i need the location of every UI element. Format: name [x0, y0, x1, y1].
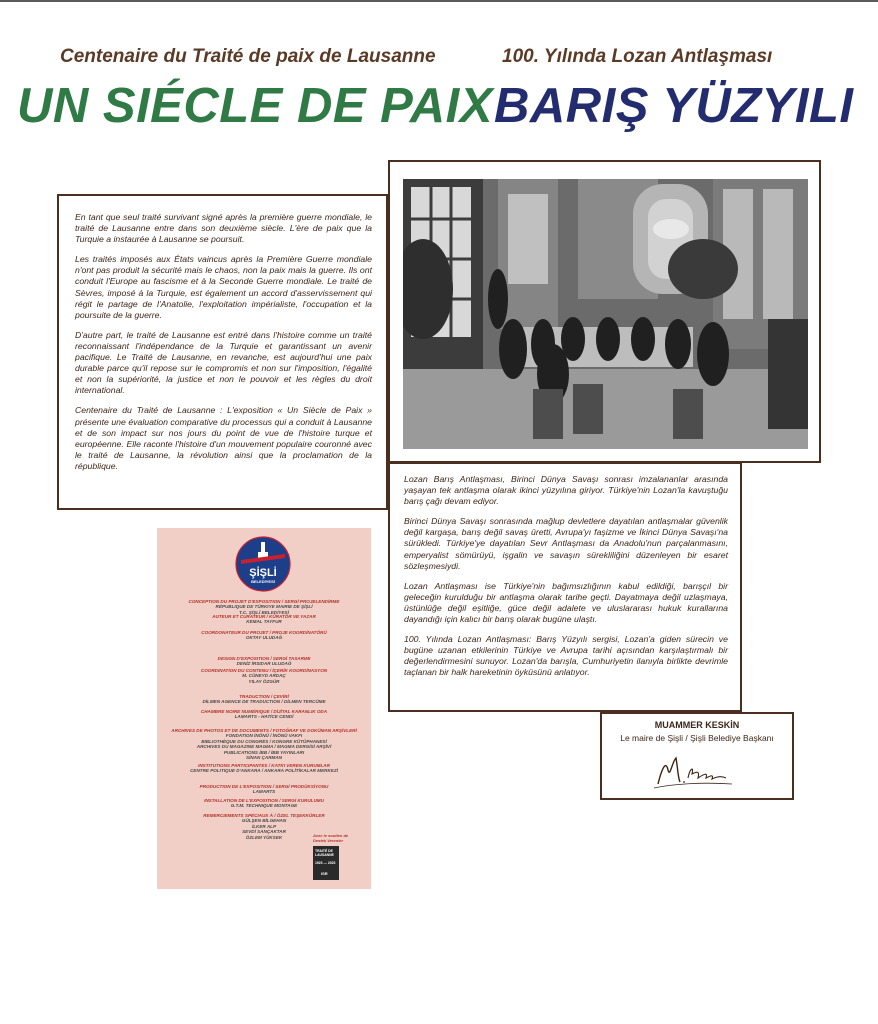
poster-credit	[167, 668, 361, 684]
turkish-paragraph: Lozan Antlaşması ise Türkiye'nin bağımsızlığının kabul edildiği, barışçıl bir geleceğin kurulduğu bir antlaşma olarak tarihe geçti. Dayatmaya değil uzlaşmaya, üstünlüğe değil eşitliğe, güce değil adalete ve uluslararası hukuk kurallarına dayandığı için kalıcı bir barış olarak bugüne ulaştı.	[404, 580, 728, 625]
french-paragraph: D'autre part, le traité de Lausanne est entré dans l'histoire comme un traité reconnaissant l'indépendance de la Turquie et garantissant un avenir pacifique. Le Traité de Lausanne, en revanche, est aujourd'hui une paix durable parce qu'il repose sur le compromis et non sur l'imposition, l'égalité et non la supériorité, la justice et non le pouvoir et les règles du droit international.	[75, 329, 372, 396]
signature-panel	[600, 712, 794, 800]
poster-credit	[167, 763, 361, 774]
poster-credit	[167, 709, 361, 720]
credit-heading: DESIGN D'EXPOSITION / SERGİ TASARIMI	[217, 656, 311, 661]
credit-name: CENTRE POLITIQUE D'ANKARA / ANKARA POLİTİKALAR MERKEZİ	[190, 768, 338, 774]
poster-credit	[167, 784, 361, 795]
credit-heading: CHAMBRE NOIRE NUMÉRIQUE / DİJİTAL KARANLIK ODA	[200, 709, 328, 714]
credit-name: GÜLŞEN BİLGEHAN	[241, 818, 287, 824]
sisli-logo	[235, 536, 291, 592]
subtitle-turkish: 100. Yılında Lozan Antlaşması	[502, 46, 773, 67]
credits-poster	[157, 528, 371, 889]
credit-heading: CONCEPTION DU PROJET D'EXPOSITION / SERGİ PROJELENDİRME	[188, 599, 340, 604]
credit-heading: ARCHIVES DE PHOTOS ET DE DOCUMENTS / FOTOĞRAF VE DOKÜMAN ARŞİVLERİ	[171, 728, 357, 733]
credit-name: SİNAN ÇARMAN	[246, 755, 282, 761]
poster-credit	[167, 694, 361, 705]
credit-name: PUBLICATIONS İBB / İBB YAYINLARI	[223, 749, 305, 755]
credit-name: LAMARTS	[252, 789, 276, 795]
book-mark: ISR	[321, 871, 328, 876]
french-paragraph: Les traités imposés aux États vaincus après la Première Guerre mondiale n'ont pas produit la sécurité mais le chaos, non la paix mais la guerre. Ils ont conduit l'Europe au fascisme et à la Seconde Guerre mondiale. Le traité de Sèvres, imposé à la Turquie, est également un accord d'asservissement qui régit le partage de l'Anatolie, l'exploitation impérialiste, l'occupation et la poursuite de la guerre.	[75, 254, 372, 320]
top-rule	[0, 0, 878, 2]
photo-frame	[388, 160, 821, 463]
turkish-paragraph: Lozan Barış Antlaşması, Birinci Dünya Savaşı sonrası imzalananlar arasında yaşayan tek antlaşma olarak ikinci yüzyılına giriyor. Türkiye'nin Lozan'la kavuştuğu barış çağı devam ediyor.	[404, 474, 728, 507]
credit-heading: TRADUCTION / ÇEVİRİ	[239, 694, 289, 699]
logo-subtext: BELEDİYESİ	[251, 579, 275, 584]
credit-heading: AUTEUR ET CURATEUR / KÜRATÖR VE YAZAR	[212, 614, 316, 619]
poster-book-cover	[313, 846, 339, 880]
credit-name: YILAY ÖZGÜR	[248, 678, 280, 684]
credit-name: OKTAY ULUDAĞ	[245, 635, 283, 641]
poster-credit	[167, 614, 361, 625]
turkish-text-panel	[388, 462, 742, 712]
poster-credit	[167, 798, 361, 809]
credit-heading: PRODUCTION DE L'EXPOSITION / SERGİ PRODÜKSİYONU	[199, 784, 329, 789]
french-text-panel	[57, 194, 388, 510]
credit-heading: INSTITUTIONS PARTICIPANTES / KATKI VEREN KURUMLAR	[198, 763, 330, 768]
historical-photo	[403, 179, 808, 449]
logo-text: ŞİŞLİ	[249, 567, 277, 579]
credit-heading: INSTALLATION DE L'EXPOSITION / SERGİ KURULUMU	[204, 798, 324, 803]
poster-credit	[167, 728, 361, 760]
subtitle-french: Centenaire du Traité de paix de Lausanne	[60, 46, 436, 67]
french-paragraph: Centenaire du Traité de Lausanne : L'exposition « Un Siècle de Paix » présente une évaluation comparative du processus qui a conduit à Lausanne et de son impact sur nos jours du point de vue de l'histoire turque et européenne. Elle raconte l'histoire d'un mouvement populaire couronné avec le traité de Lausanne, la révolution ainsi que la proclamation de la république.	[75, 405, 372, 471]
credit-heading: COORDINATION DU CONTENU / İÇERİK KOORDİNASYON	[200, 668, 328, 673]
credit-name: LAMARTS - HATİCE CENDİ	[234, 714, 294, 720]
credit-name: RÉPUBLIQUE DE TÜRKIYE MAIRIE DE ŞİŞLİ	[215, 604, 313, 610]
title-turkish: BARIŞ YÜZYILI	[494, 79, 854, 133]
credit-name: SEVDİ SANÇAKTAR	[242, 829, 286, 835]
credit-name: T.C. ŞİŞLİ BELEDİYESİ	[239, 609, 289, 615]
credit-name: ARCHIVES DU MAGAZINE MAGMA / MAGMA DERGİSİ ARŞİVİ	[196, 744, 332, 750]
book-years: 1923 — 2023	[315, 861, 336, 865]
credit-name: ÖZLEM YÜKSEK	[245, 834, 283, 840]
turkish-paragraph: Birinci Dünya Savaşı sonrasında mağlup devletlere dayatılan antlaşmalar güvenlik değil kargaşa, barış değil savaş üretti, Avrupa'yı faşizme ve İkinci Dünya Savaşı'na sürükledi. Türkiye'ye dayatılan Sevr Antlaşması da Anadolu'nun parçalanmasını, emperyalist sömürüyü, işgalin ve savaşın sürekliliğini düzenleyen bir esaret sözleşmesiydi.	[404, 516, 728, 571]
poster-credit	[167, 630, 361, 641]
poster-credit	[167, 599, 361, 615]
credit-name: M. CÜNEYD ARDAÇ	[242, 673, 286, 679]
title-french: UN SIÉCLE DE PAIX	[17, 79, 493, 133]
mayor-name: MUAMMER KESKİN	[654, 720, 740, 730]
french-paragraph: En tant que seul traité survivant signé après la première guerre mondiale, le traité de Lausanne entre dans son deuxième siècle. L'ère de paix que la Turquie a instaurée à Lausanne se poursuit.	[75, 212, 372, 245]
credit-name: KEMAL TAYFUR	[246, 619, 282, 625]
book-title: TRAITÉ DE LAUSANNE	[315, 849, 334, 857]
credit-name: G.T.M. TECHNIQUE MONTAGE	[230, 803, 298, 809]
credit-name: İLKER ALP	[251, 823, 277, 829]
credit-name: DİLMEN AGENCE DE TRADUCTION / DİLMEN TERCÜME	[202, 699, 326, 705]
poster-credit	[167, 656, 361, 667]
credit-heading: COORDONATEUR DU PROJET / PROJE KOORDİNATÖRÜ	[201, 630, 327, 635]
credit-name: FONDATION İNÖNÜ / İNÖNÜ VAKFI	[225, 733, 303, 739]
credit-heading: REMERCIEMENTS SPÉCIAUX À / ÖZEL TEŞEKKÜRLER	[203, 813, 325, 818]
mayor-role: Le maire de Şişli / Şişli Belediye Başkanı	[620, 733, 774, 743]
poster-support-note: Avec le soutien de Destek Verenler	[313, 833, 349, 843]
credit-name: DENİZ İRSIDAR ULUDAĞ	[236, 661, 292, 667]
handwritten-signature	[652, 748, 742, 792]
turkish-paragraph: 100. Yılında Lozan Antlaşması: Barış Yüzyılı sergisi, Lozan'a giden sürecin ve bugüne uzanan etkilerinin Türkiye ve Avrupa tarihi açısından karşılaştırmalı bir değerlendirmesini sunuyor. Lozan'da barışla, Cumhuriyetin ilanıyla birlikte devrimle taçlanan bir halk hareketinin öyküsünü anlatıyor.	[404, 634, 728, 678]
credit-name: BIBLIOTHÈQUE DU CONGRÈS / KONGRE KÜTÜPHANESİ	[201, 738, 327, 744]
